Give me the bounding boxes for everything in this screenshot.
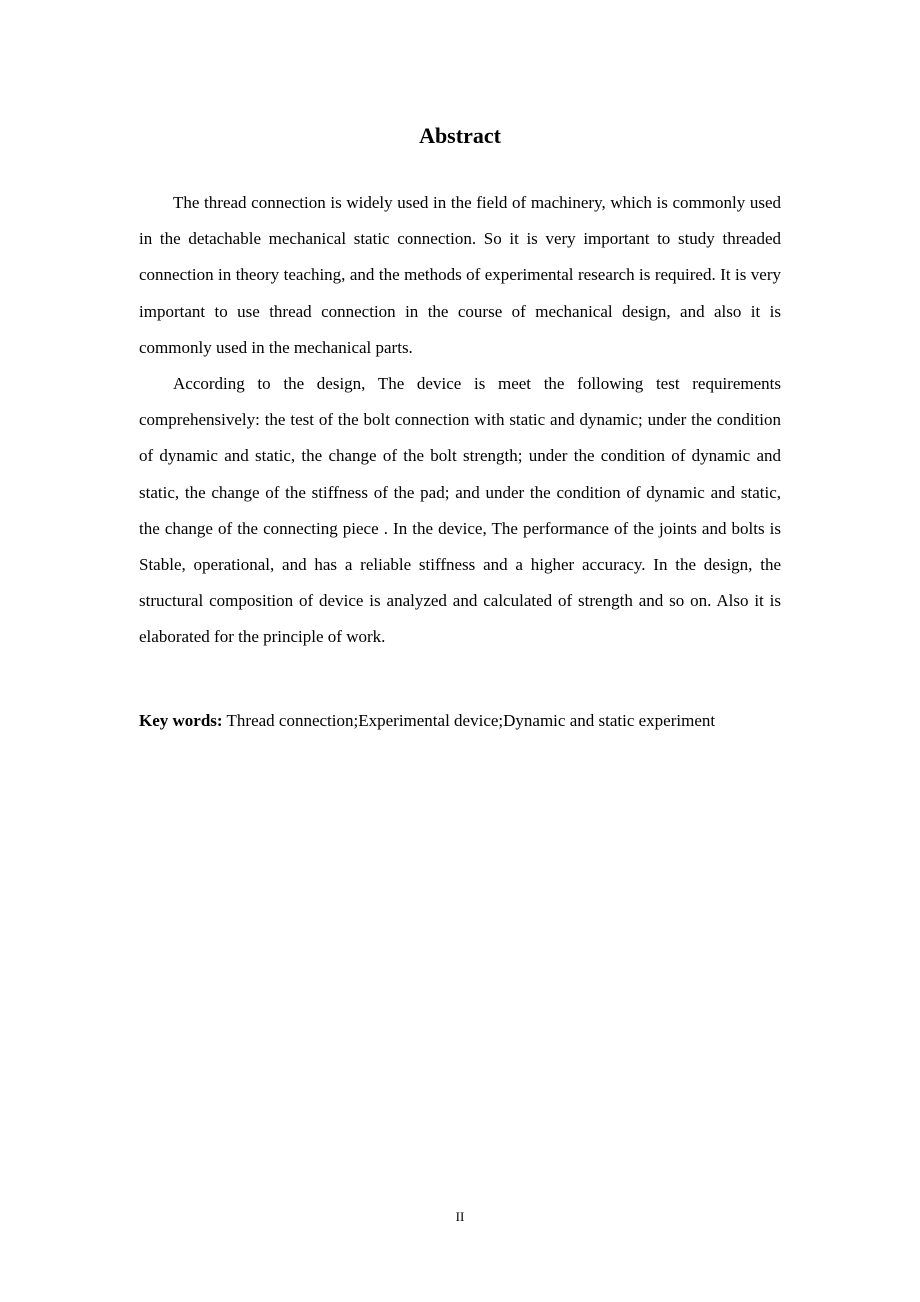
- abstract-body: [139, 185, 781, 656]
- keywords-line: [139, 704, 839, 738]
- page-number: II: [455, 1209, 465, 1224]
- keywords-label: Key words:: [139, 711, 223, 730]
- abstract-title: Abstract: [419, 123, 501, 148]
- keywords-text: Thread connection;Experimental device;Dynamic and static experiment: [226, 711, 716, 730]
- abstract-paragraph-1: The thread connection is widely used in the field of machinery, which is commonly used in the detachable mechanical static connection. So it is very important to study threaded connection in theory teaching, and the methods of experimental research is required. It is very important to use thread connection in the course of mechanical design, and also it is commonly used in the mechanical parts.: [139, 193, 781, 357]
- abstract-paragraph-2: According to the design, The device is meet the following test requirements comprehensively: the test of the bolt connection with static and dynamic; under the condition of dynamic and static, the change of the bolt strength; under the condition of dynamic and static, the change of the stiffness of the pad; and under the condition of dynamic and static, the change of the connecting piece . In the device, The performance of the joints and bolts is Stable, operational, and has a reliable stiffness and a higher accuracy. In the design, the structural composition of device is analyzed and calculated of strength and so on. Also it is elaborated for the principle of work.: [139, 374, 781, 647]
